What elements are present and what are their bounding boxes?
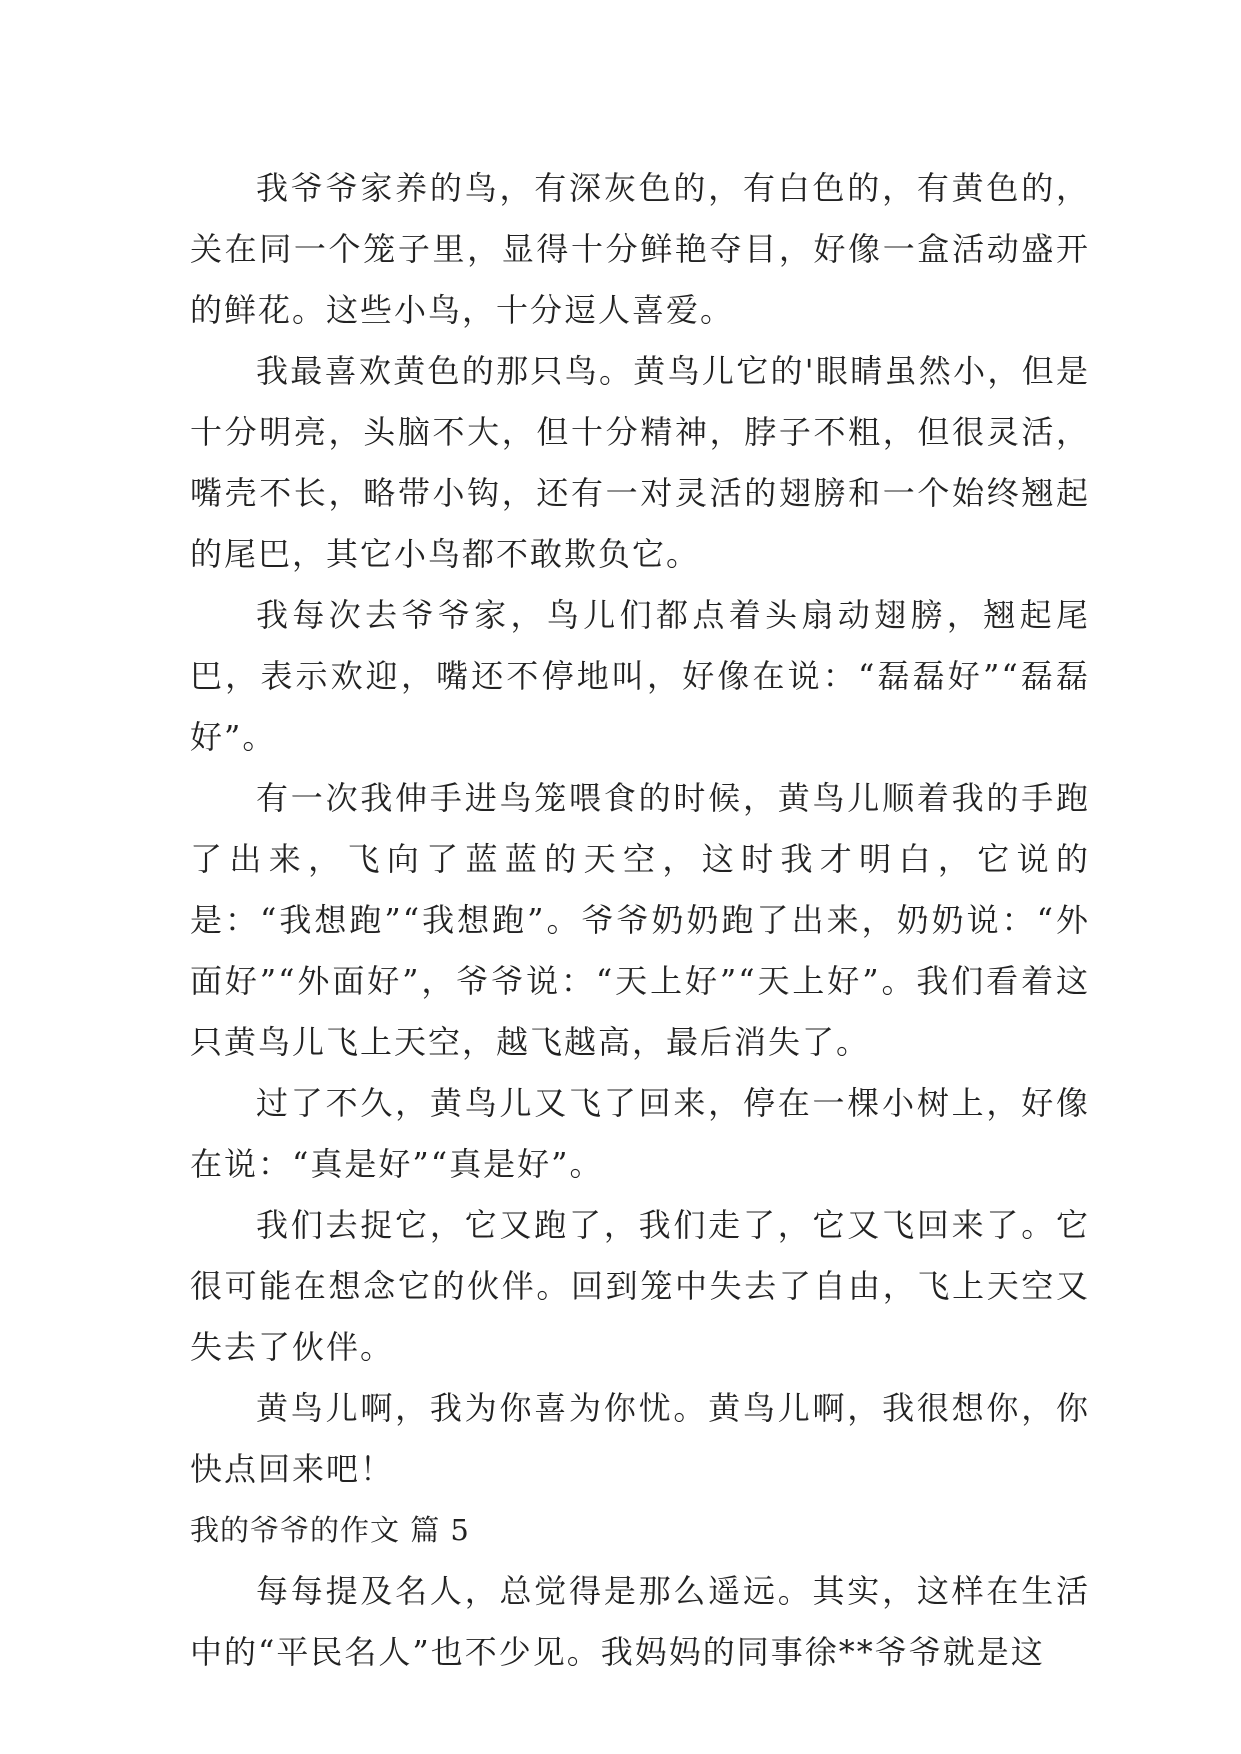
paragraph-ending: 黄鸟儿啊，我为你喜为你忧。黄鸟儿啊，我很想你，你快点回来吧！ (190, 1389, 1090, 1488)
paragraph-bird-colors: 我爷爷家养的鸟，有深灰色的，有白色的，有黄色的，关在同一个笼子里，显得十分鲜艳夺目，好像一盒活动盛开的鲜花。这些小鸟，十分逗人喜爱。 (190, 169, 1090, 329)
paragraph-yellow-bird: 我最喜欢黄色的那只鸟。黄鸟儿它的'眼睛虽然小，但是十分明亮，头脑不大，但十分精神，脖子不粗，但很灵活，嘴壳不长，略带小钩，还有一对灵活的翅膀和一个始终翘起的尾巴，其它小鸟都不敢欺负它。 (190, 352, 1090, 573)
paragraph-escape: 有一次我伸手进鸟笼喂食的时候，黄鸟儿顺着我的手跑了出来，飞向了蓝蓝的天空，这时我才明白，它说的是：“我想跑”“我想跑”。爷爷奶奶跑了出来，奶奶说：“外面好”“外面好”，爷爷说：“天上好”“天上好”。我们看着这只黄鸟儿飞上天空，越飞越高，最后消失了。 (190, 779, 1090, 1061)
paragraph-catch: 我们去捉它，它又跑了，我们走了，它又飞回来了。它很可能在想念它的伙伴。回到笼中失去了自由，飞上天空又失去了伙伴。 (190, 1206, 1090, 1366)
paragraph-welcome: 我每次去爷爷家，鸟儿们都点着头扇动翅膀，翘起尾巴，表示欢迎，嘴还不停地叫，好像在说：“磊磊好”“磊磊好”。 (190, 596, 1090, 756)
section-heading: 我的爷爷的作文 篇 5 (190, 1513, 470, 1547)
paragraph-famous-people: 每每提及名人，总觉得是那么遥远。其实，这样在生活中的“平民名人”也不少见。我妈妈的同事徐**爷爷就是这 (190, 1572, 1090, 1671)
document-page (190, 158, 1090, 1683)
paragraph-return: 过了不久，黄鸟儿又飞了回来，停在一棵小树上，好像在说：“真是好”“真是好”。 (190, 1084, 1090, 1183)
